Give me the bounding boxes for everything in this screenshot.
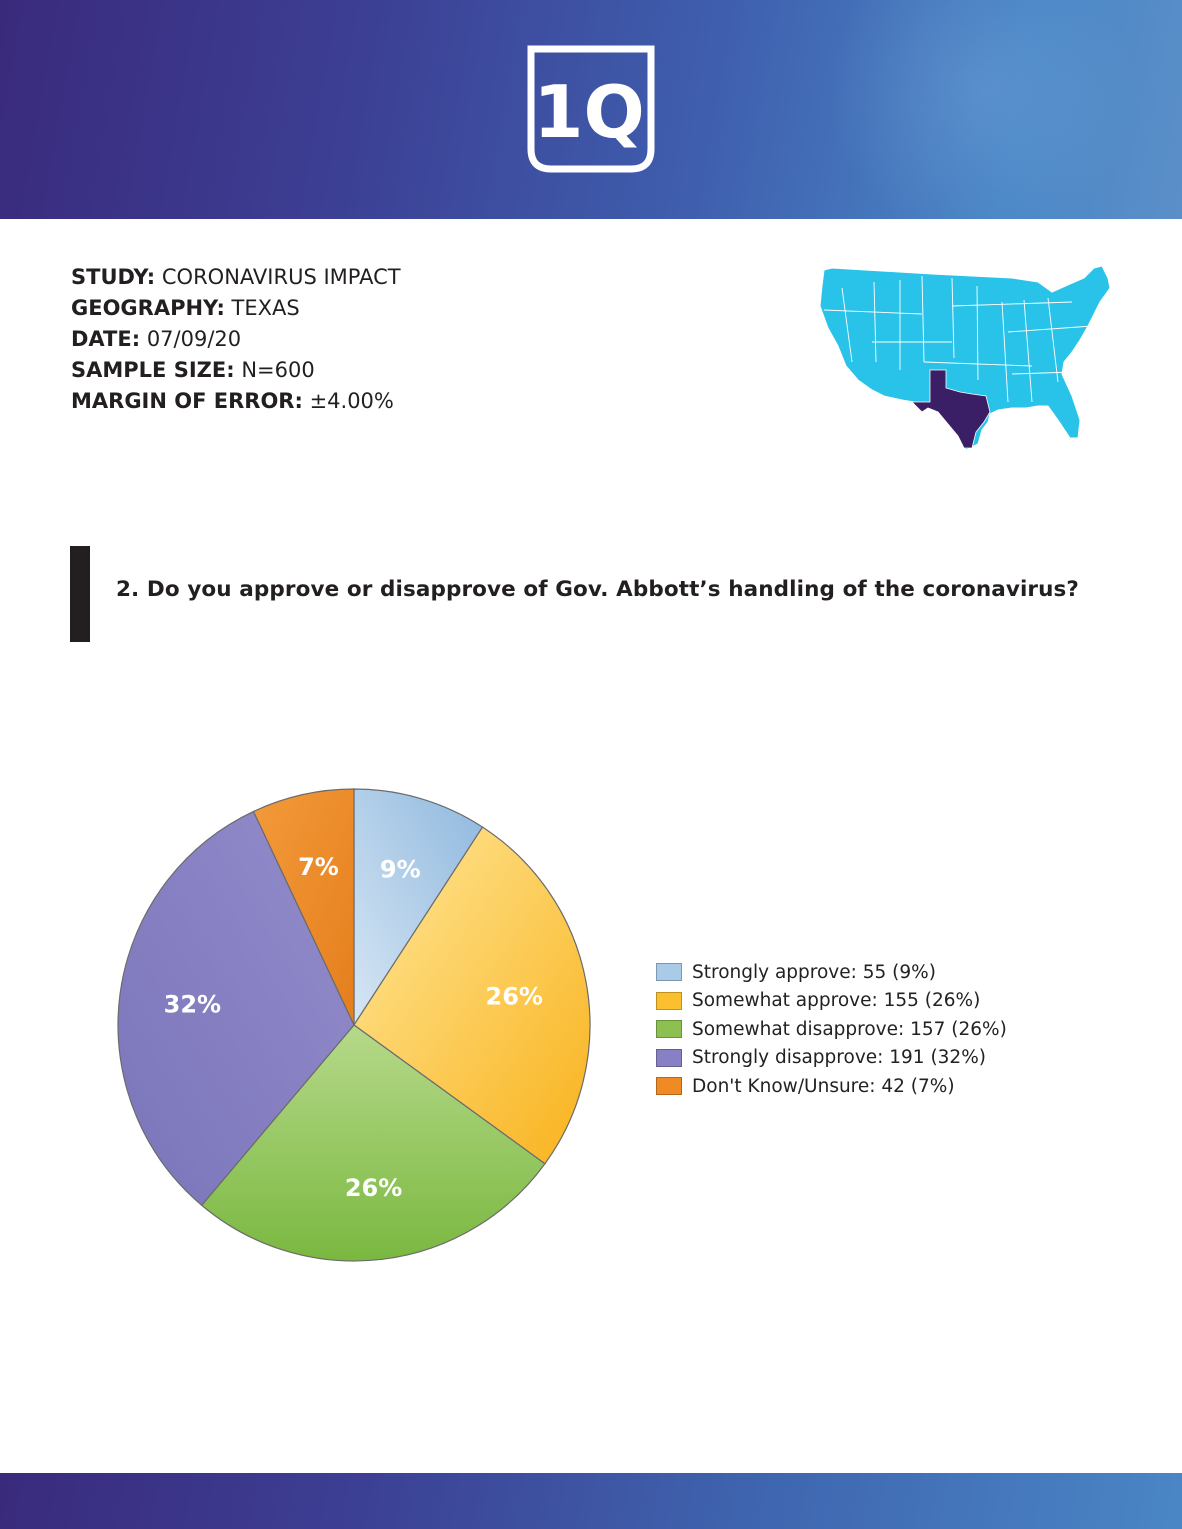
legend-item: Strongly approve: 55 (9%)	[656, 958, 1007, 987]
pct-label: 7%	[298, 852, 339, 881]
legend-item: Somewhat disapprove: 157 (26%)	[656, 1015, 1007, 1044]
study-info	[71, 262, 401, 417]
question-text: 2. Do you approve or disapprove of Gov. Abbott’s handling of the coronavirus?	[116, 577, 1079, 602]
pct-label: 32%	[163, 990, 222, 1019]
geography-row: GEOGRAPHY: TEXAS	[71, 296, 300, 320]
margin-of-error-row: MARGIN OF ERROR: ±4.00%	[71, 389, 394, 413]
sample-size-row: SAMPLE SIZE: N=600	[71, 358, 315, 382]
date-row: DATE: 07/09/20	[71, 327, 242, 351]
legend-item: Somewhat approve: 155 (26%)	[656, 987, 1007, 1016]
header-glow	[822, 0, 1142, 219]
legend-swatch	[656, 963, 682, 981]
logo-text: 1Q	[533, 70, 645, 154]
logo	[527, 45, 655, 173]
us-map-texas-highlight	[812, 262, 1112, 454]
footer-banner	[0, 1473, 1182, 1529]
header-banner	[0, 0, 1182, 219]
legend-item: Don't Know/Unsure: 42 (7%)	[656, 1072, 1007, 1101]
legend-item: Strongly disapprove: 191 (32%)	[656, 1044, 1007, 1073]
pct-label: 9%	[379, 855, 421, 884]
chart-legend	[656, 958, 1007, 1101]
pie-chart	[100, 770, 620, 1280]
legend-swatch	[656, 992, 682, 1010]
legend-swatch	[656, 1020, 682, 1038]
pct-label: 26%	[485, 982, 543, 1011]
legend-swatch	[656, 1077, 682, 1095]
question-accent-bar	[70, 546, 90, 642]
legend-swatch	[656, 1049, 682, 1067]
study-row: STUDY: CORONAVIRUS IMPACT	[71, 265, 401, 289]
pct-label: 26%	[344, 1173, 403, 1202]
